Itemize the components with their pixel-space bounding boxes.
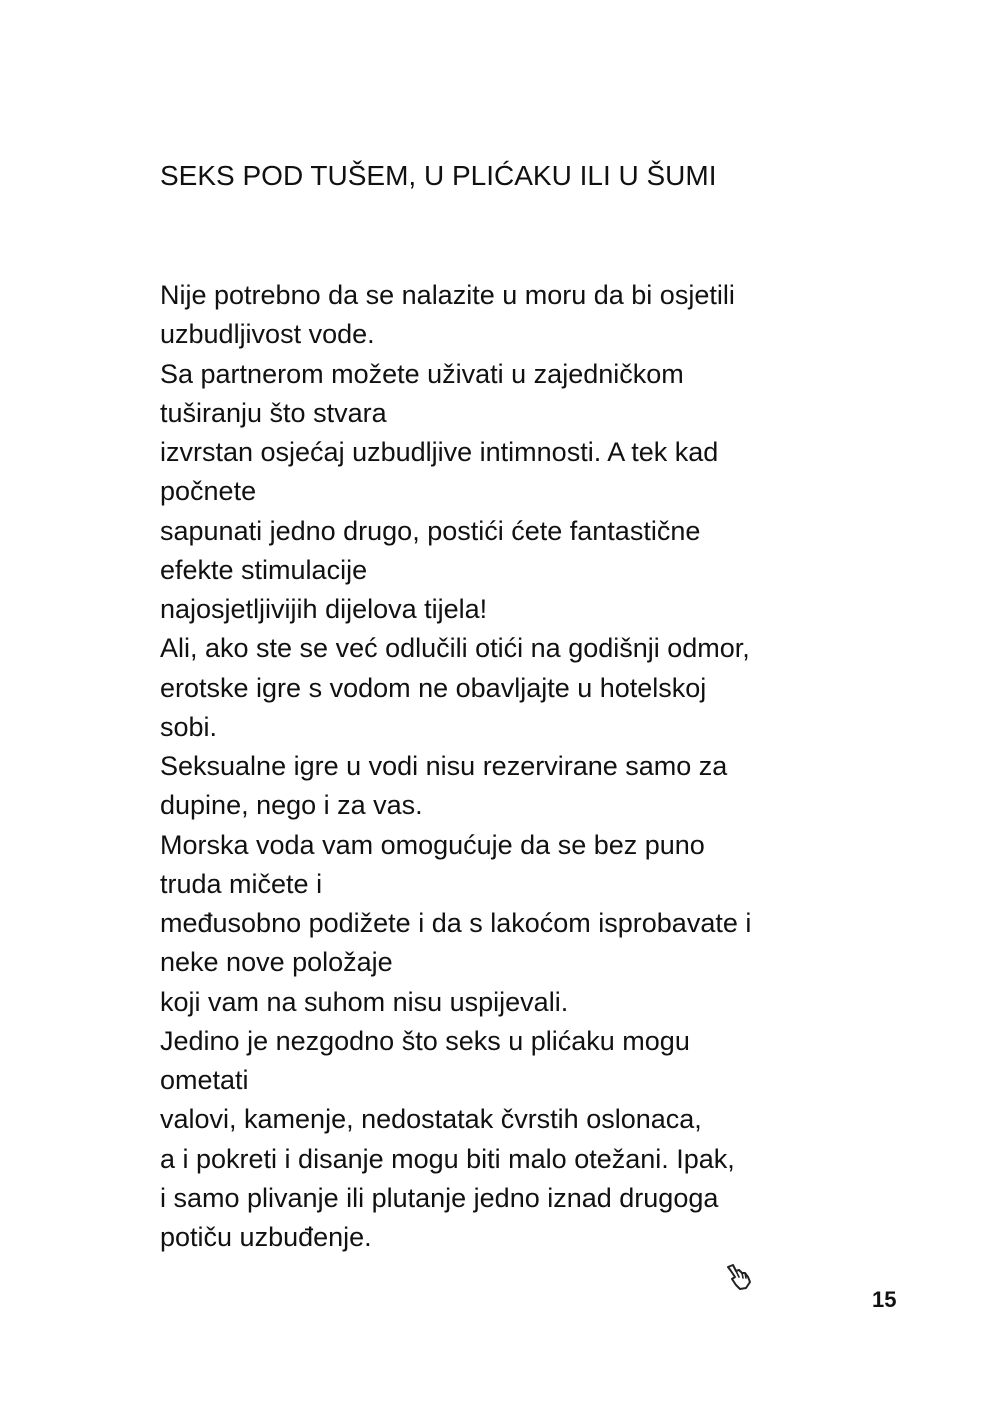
hand-cursor-icon bbox=[724, 1262, 754, 1292]
text-line: ometati bbox=[160, 1065, 249, 1095]
text-line: sobi. bbox=[160, 711, 218, 742]
body-text bbox=[160, 276, 860, 1257]
text-line: sapunati jedno drugo, postići ćete fantastične bbox=[160, 515, 701, 546]
text-line: uzbudljivost vode. bbox=[160, 319, 375, 350]
text-line: truda mičete i bbox=[160, 868, 323, 899]
text-line: izvrstan osjećaj uzbudljive intimnosti. A tek kad bbox=[160, 437, 719, 467]
text-line: Ali, ako ste se već odlučili otići na godišnji odmor, bbox=[160, 633, 750, 664]
text-line: Morska voda vam omogućuje da se bez puno bbox=[160, 829, 705, 860]
text-line: Nije potrebno da se nalazite u moru da bi osjetili bbox=[160, 280, 735, 310]
text-line: međusobno podižete i da s lakoćom isprobavate i bbox=[160, 908, 752, 938]
text-line: valovi, kamenje, nedostatak čvrstih oslonaca, bbox=[160, 1104, 702, 1135]
page-number: 15 bbox=[872, 1287, 897, 1312]
text-line: dupine, nego i za vas. bbox=[160, 790, 423, 821]
text-line: koji vam na suhom nisu uspijevali. bbox=[160, 986, 569, 1017]
page-title: SEKS POD TUŠEM, U PLIĆAKU ILI U ŠUMI bbox=[160, 160, 717, 191]
text-line: počnete bbox=[160, 476, 257, 507]
text-line: potiču uzbuđenje. bbox=[160, 1222, 372, 1252]
text-line: neke nove položaje bbox=[160, 947, 393, 978]
text-line: erotske igre s vodom ne obavljajte u hotelskoj bbox=[160, 672, 707, 703]
text-line: Jedino je nezgodno što seks u plićaku mogu bbox=[160, 1025, 690, 1056]
text-line: a i pokreti i disanje mogu biti malo otežani. Ipak, bbox=[160, 1143, 735, 1174]
text-line: efekte stimulacije bbox=[160, 554, 368, 585]
text-line: i samo plivanje ili plutanje jedno iznad drugoga bbox=[160, 1182, 719, 1213]
text-line: najosjetljivijih dijelova tijela! bbox=[160, 594, 488, 624]
text-line: Seksualne igre u vodi nisu rezervirane samo za bbox=[160, 751, 728, 781]
text-line: Sa partnerom možete uživati u zajedničkom bbox=[160, 358, 684, 389]
text-line: tuširanju što stvara bbox=[160, 397, 387, 428]
